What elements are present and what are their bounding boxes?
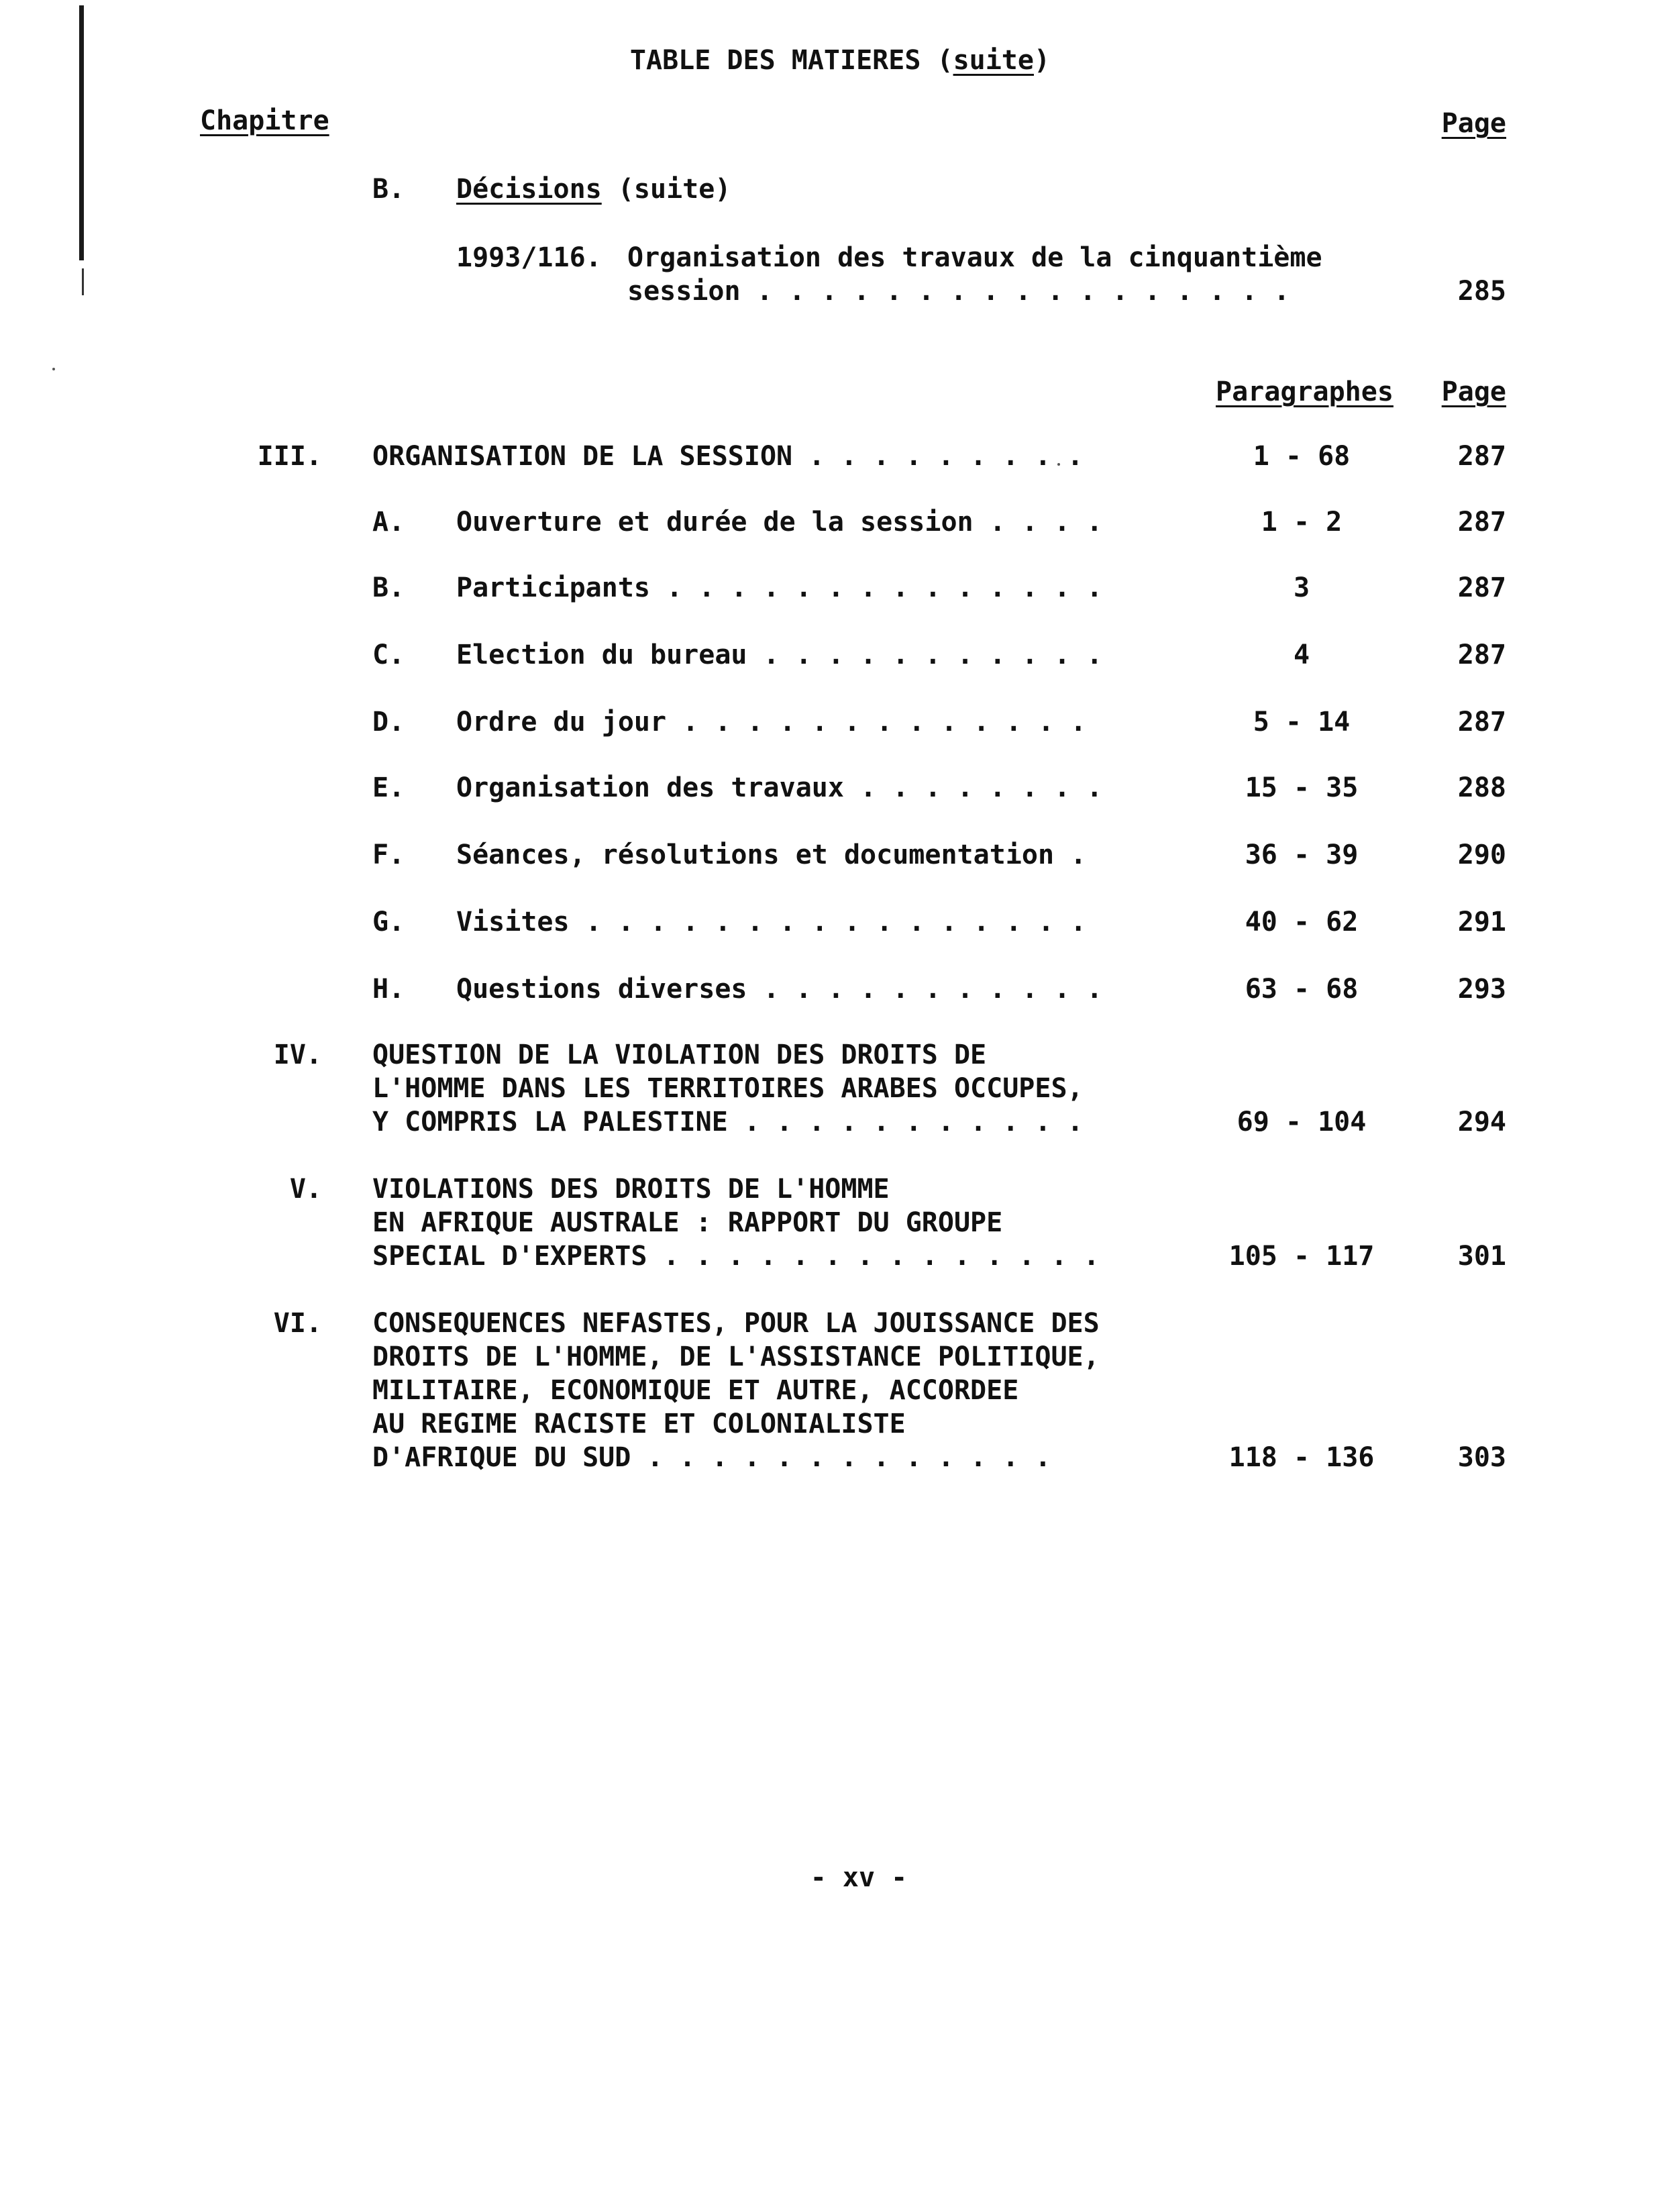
column-header-page-2: Page <box>1441 376 1506 407</box>
chapter-6-title-line-5: D'AFRIQUE DU SUD . . . . . . . . . . . . . <box>372 1442 1051 1473</box>
section-b-heading: Décisions (suite) <box>456 174 731 205</box>
item-paragraphs: 40 - 62 <box>1245 907 1359 937</box>
chapter-3-number: III. <box>257 441 322 472</box>
item-page: 288 <box>1457 772 1506 803</box>
item-title: Election du bureau . . . . . . . . . . . <box>456 640 1103 670</box>
page-number-footer: - xv - <box>810 1862 908 1893</box>
item-letter: G. <box>372 907 405 937</box>
decision-code: 1993/116. <box>456 242 602 273</box>
decision-line-1: Organisation des travaux de la cinquantième <box>627 242 1322 273</box>
item-title: Participants . . . . . . . . . . . . . . <box>456 572 1103 603</box>
item-paragraphs: 3 <box>1293 572 1310 603</box>
column-header-chapitre: Chapitre <box>200 105 329 136</box>
item-letter: C. <box>372 640 405 670</box>
chapter-6-page: 303 <box>1457 1442 1506 1473</box>
chapter-6-title-line-2: DROITS DE L'HOMME, DE L'ASSISTANCE POLITIQUE, <box>372 1341 1100 1372</box>
chapter-4-title-line-3: Y COMPRIS LA PALESTINE . . . . . . . . . . . <box>372 1107 1084 1137</box>
column-header-page: Page <box>1441 108 1506 139</box>
decision-page: 285 <box>1457 276 1506 307</box>
item-paragraphs: 63 - 68 <box>1245 974 1359 1005</box>
chapter-6-number: VI. <box>273 1308 322 1339</box>
item-title: Ouverture et durée de la session . . . . <box>456 507 1103 538</box>
item-page: 287 <box>1457 707 1506 738</box>
item-letter: A. <box>372 507 405 538</box>
item-page: 287 <box>1457 572 1506 603</box>
item-letter: F. <box>372 840 405 870</box>
chapter-3-page: 287 <box>1457 441 1506 472</box>
item-title: Questions diverses . . . . . . . . . . . <box>456 974 1103 1005</box>
item-page: 290 <box>1457 840 1506 870</box>
scan-edge-mark-lower <box>82 268 84 295</box>
item-paragraphs: 4 <box>1293 640 1310 670</box>
item-title: Organisation des travaux . . . . . . . . <box>456 772 1103 803</box>
item-paragraphs: 1 - 2 <box>1261 507 1343 538</box>
chapter-5-title-line-1: VIOLATIONS DES DROITS DE L'HOMME <box>372 1174 890 1205</box>
document-title: TABLE DES MATIERES (suite) <box>629 45 1051 76</box>
chapter-5-page: 301 <box>1457 1241 1506 1272</box>
item-letter: B. <box>372 572 405 603</box>
item-title: Séances, résolutions et documentation . <box>456 840 1087 870</box>
chapter-5-title-line-2: EN AFRIQUE AUSTRALE : RAPPORT DU GROUPE <box>372 1207 1003 1238</box>
chapter-4-page: 294 <box>1457 1107 1506 1137</box>
item-paragraphs: 15 - 35 <box>1245 772 1359 803</box>
chapter-6-paragraphs: 118 - 136 <box>1228 1442 1375 1473</box>
item-paragraphs: 36 - 39 <box>1245 840 1359 870</box>
chapter-5-title-line-3: SPECIAL D'EXPERTS . . . . . . . . . . . . . . <box>372 1241 1100 1272</box>
item-page: 287 <box>1457 507 1506 538</box>
column-header-paragraphes: Paragraphes <box>1216 376 1394 407</box>
chapter-3-paragraphs: 1 - 68 <box>1253 441 1351 472</box>
section-b-letter: B. <box>372 174 405 205</box>
chapter-4-title-line-1: QUESTION DE LA VIOLATION DES DROITS DE <box>372 1039 987 1070</box>
item-page: 287 <box>1457 640 1506 670</box>
chapter-3-title: ORGANISATION DE LA SESSION . . . . . . . . . <box>372 441 1084 472</box>
scan-speck <box>52 368 55 370</box>
decision-line-2: session . . . . . . . . . . . . . . . . . <box>627 276 1290 307</box>
item-page: 293 <box>1457 974 1506 1005</box>
item-letter: H. <box>372 974 405 1005</box>
chapter-5-number: V. <box>289 1174 322 1205</box>
item-paragraphs: 5 - 14 <box>1253 707 1351 738</box>
chapter-4-title-line-2: L'HOMME DANS LES TERRITOIRES ARABES OCCUPES, <box>372 1073 1084 1104</box>
chapter-6-title-line-4: AU REGIME RACISTE ET COLONIALISTE <box>372 1409 906 1439</box>
item-title: Visites . . . . . . . . . . . . . . . . <box>456 907 1087 937</box>
chapter-6-title-line-1: CONSEQUENCES NEFASTES, POUR LA JOUISSANCE DES <box>372 1308 1100 1339</box>
chapter-4-number: IV. <box>273 1039 322 1070</box>
item-page: 291 <box>1457 907 1506 937</box>
chapter-5-paragraphs: 105 - 117 <box>1228 1241 1375 1272</box>
item-title: Ordre du jour . . . . . . . . . . . . . <box>456 707 1087 738</box>
chapter-6-title-line-3: MILITAIRE, ECONOMIQUE ET AUTRE, ACCORDEE <box>372 1375 1019 1406</box>
item-letter: D. <box>372 707 405 738</box>
chapter-4-paragraphs: 69 - 104 <box>1237 1107 1367 1137</box>
item-letter: E. <box>372 772 405 803</box>
